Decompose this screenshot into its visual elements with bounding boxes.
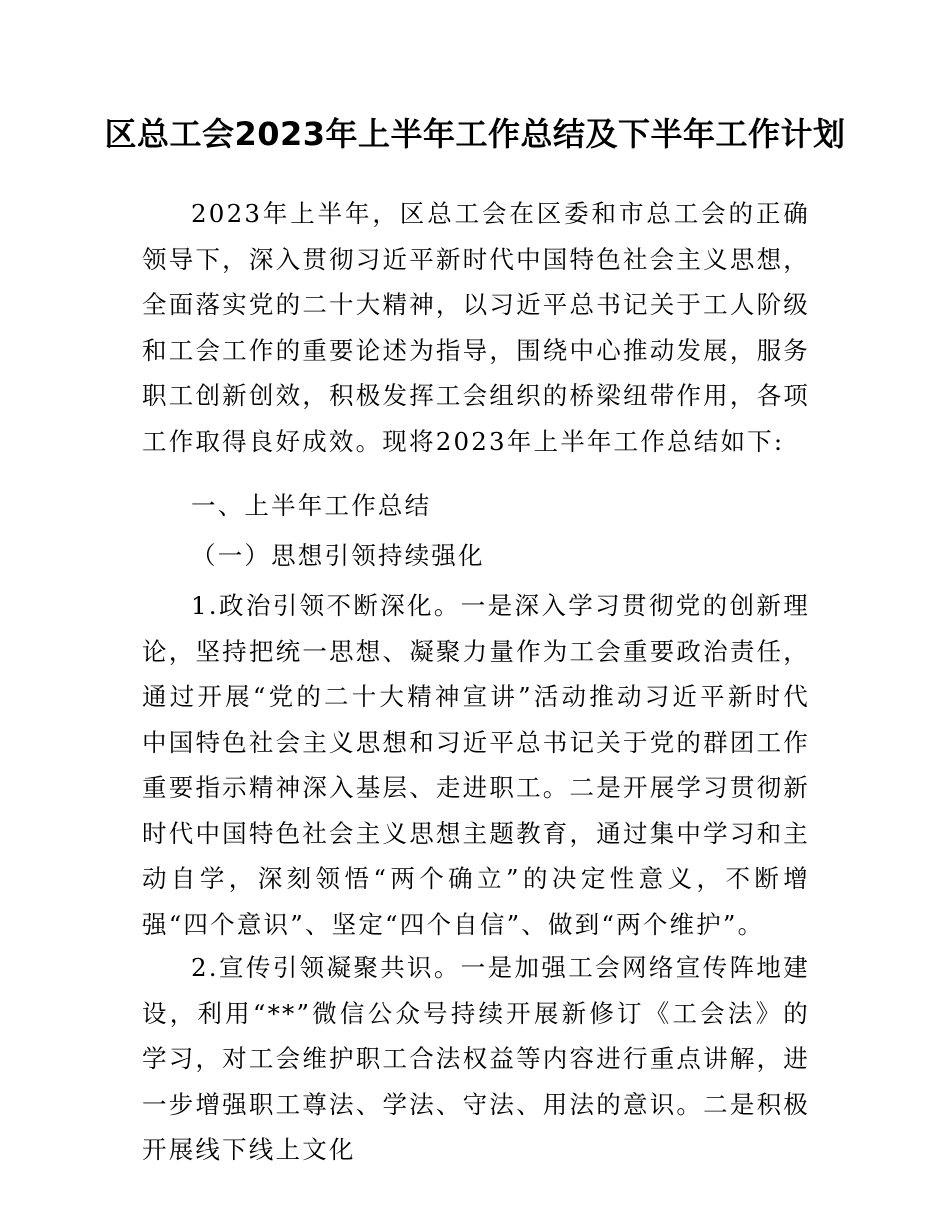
intro-paragraph: 2023年上半年，区总工会在区委和市总工会的正确领导下，深入贯彻习近平新时代中国特色社会主义思想，全面落实党的二十大精神，以习近平总书记关于工人阶级和工会工作的重要论述为指导，围绕中心推动发展，服务职工创新创效，积极发挥工会组织的桥梁纽带作用，各项工作取得良好成效。现将2023年上半年工作总结如下: bbox=[142, 199, 810, 456]
section-heading: 一、上半年工作总结 bbox=[191, 491, 432, 520]
body-paragraph-publicity-guidance: 2.宣传引领凝聚共识。一是加强工会网络宣传阵地建设，利用“**”微信公众号持续开展新修订《工会法》的学习，对工会维护职工合法权益等内容进行重点讲解，进一步增强职工尊法、学法、守法、用法的意识。二是积极开展线下线上文化 bbox=[142, 953, 810, 1164]
body-paragraph-political-guidance: 1.政治引领不断深化。一是深入学习贯彻党的创新理论，坚持把统一思想、凝聚力量作为工会重要政治责任，通过开展“党的二十大精神宣讲”活动推动习近平新时代中国特色社会主义思想和习近平总书记关于党的群团工作重要指示精神深入基层、走进职工。二是开展学习贯彻新时代中国特色社会主义思想主题教育，通过集中学习和主动自学，深刻领悟“两个确立”的决定性意义，不断增强“四个意识”、坚定“四个自信”、做到“两个维护”。 bbox=[142, 591, 810, 939]
document-title: 区总工会2023年上半年工作总结及下半年工作计划 bbox=[104, 115, 846, 153]
subsection-heading: （一）思想引领持续强化 bbox=[191, 541, 485, 570]
